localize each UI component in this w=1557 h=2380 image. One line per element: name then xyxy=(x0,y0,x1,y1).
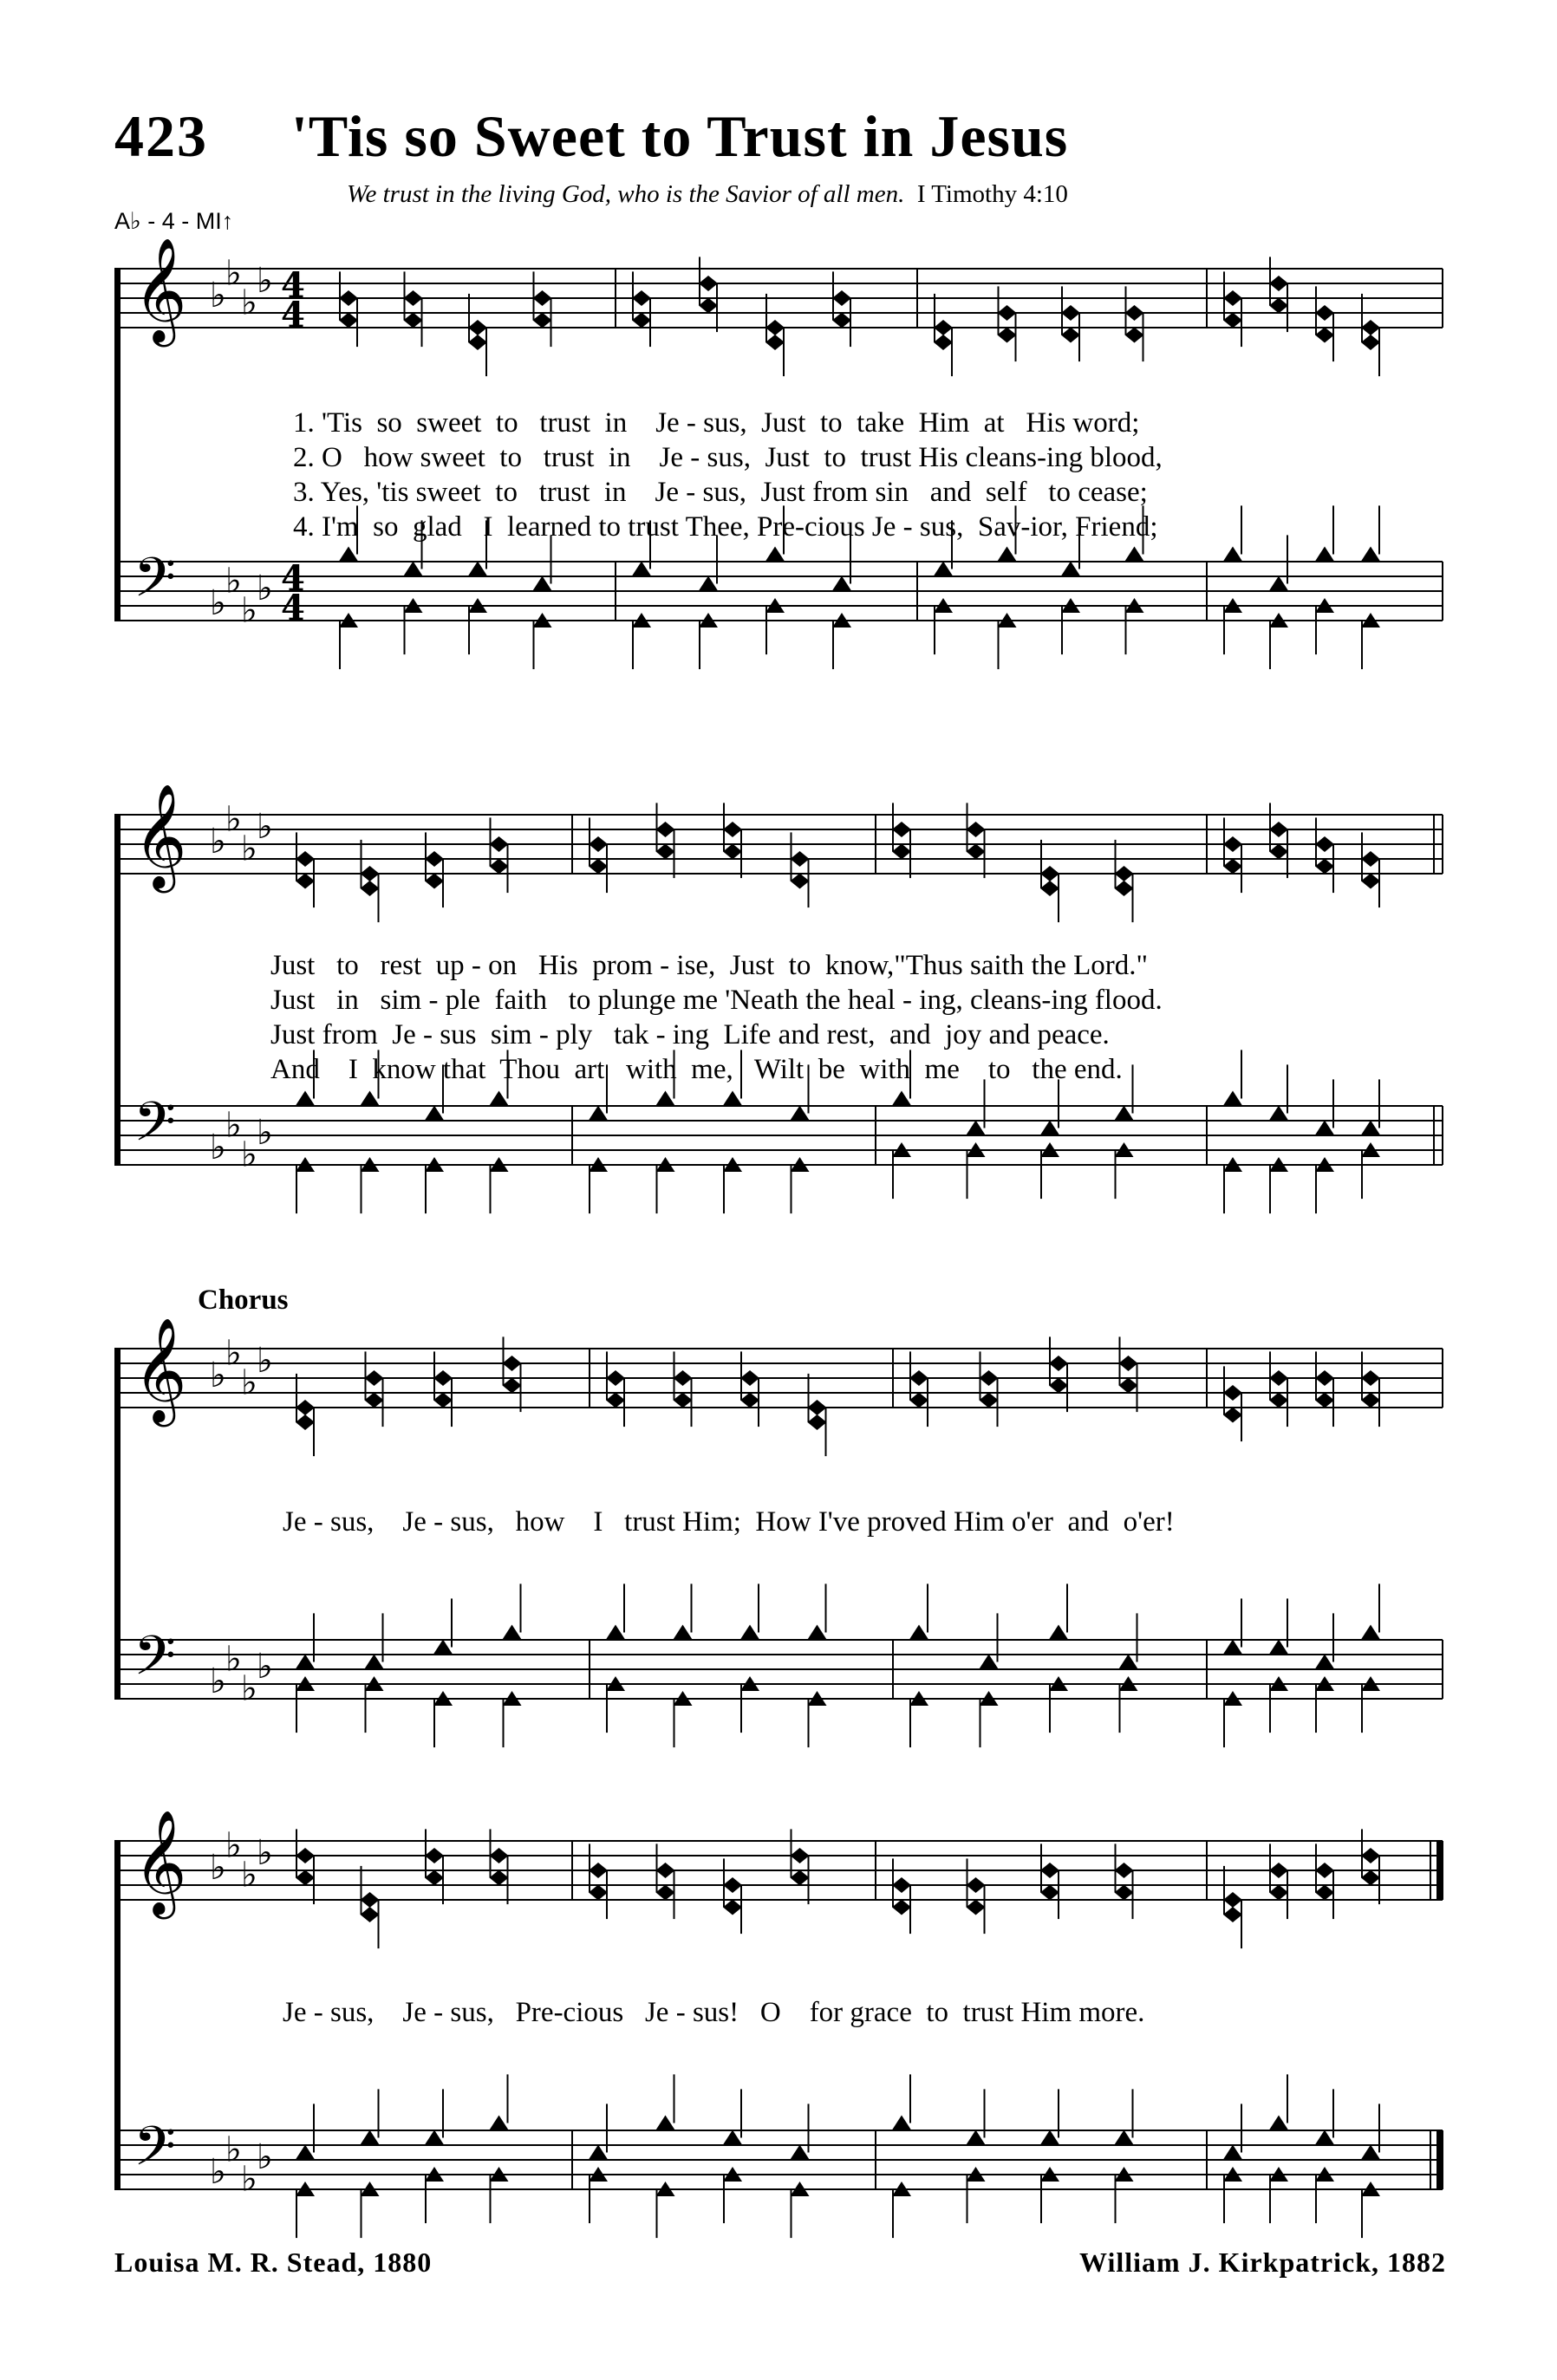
note-head xyxy=(404,313,423,328)
note-head xyxy=(1061,562,1080,576)
bass-clef-icon: 𝄢 xyxy=(134,1623,176,1700)
note-head xyxy=(1315,328,1334,343)
note-head xyxy=(1361,2145,1380,2160)
note-head xyxy=(589,859,608,875)
flat-icon: ♭ xyxy=(257,261,273,301)
chorus-label: Chorus xyxy=(198,1284,289,1316)
note-head xyxy=(934,335,953,350)
note-head xyxy=(490,836,509,852)
note-head xyxy=(1269,1640,1288,1655)
note-head xyxy=(674,1370,693,1386)
flat-icon: ♭ xyxy=(257,569,273,608)
flat-icon: ♭ xyxy=(210,1661,226,1701)
note-head xyxy=(589,1863,608,1878)
note-head xyxy=(656,1885,675,1901)
note-head xyxy=(1040,866,1059,881)
note-head xyxy=(1223,859,1242,875)
note-head xyxy=(425,1848,444,1863)
note-head xyxy=(1223,1640,1242,1655)
note-head xyxy=(1119,1655,1138,1669)
note-head xyxy=(339,290,358,306)
note-head xyxy=(589,2145,608,2160)
system-bracket xyxy=(114,1841,121,2189)
note-head xyxy=(1269,822,1288,837)
note-head xyxy=(490,2116,509,2130)
note-head xyxy=(892,1900,911,1915)
note-head xyxy=(1115,866,1134,881)
final-barline xyxy=(1436,2130,1443,2189)
note-head xyxy=(632,313,651,328)
note-head xyxy=(1119,1378,1138,1394)
flat-icon: ♭ xyxy=(257,1113,273,1153)
note-head xyxy=(433,1370,453,1386)
note-head xyxy=(490,1848,509,1863)
note-head xyxy=(765,335,785,350)
note-head xyxy=(1315,836,1334,852)
verse-3-line-b: Just from Je - sus sim - ply tak - ing Life and rest, and joy and peace. xyxy=(270,1019,1110,1050)
note-head xyxy=(1315,1121,1334,1135)
note-head xyxy=(404,562,423,576)
flat-icon: ♭ xyxy=(210,276,226,315)
note-head xyxy=(909,1370,928,1386)
note-head xyxy=(1119,1356,1138,1371)
time-signature-digit: 4 xyxy=(281,558,305,599)
note-head xyxy=(832,313,851,328)
verse-4-line-b: And I know that Thou art with me, Wilt be with me to the end. xyxy=(270,1054,1123,1085)
treble-clef-icon: 𝄞 xyxy=(134,1809,187,1915)
flat-icon: ♭ xyxy=(210,1128,226,1167)
note-head xyxy=(296,1414,315,1430)
note-head xyxy=(909,1393,928,1408)
note-head xyxy=(1040,2130,1059,2145)
note-head xyxy=(1223,290,1242,306)
note-head xyxy=(1269,276,1288,291)
flat-icon: ♭ xyxy=(257,1341,273,1381)
note-head xyxy=(674,1393,693,1408)
treble-clef-icon: 𝄞 xyxy=(134,783,187,888)
flat-icon: ♭ xyxy=(225,1639,242,1680)
note-head xyxy=(606,1393,625,1408)
note-head xyxy=(832,576,851,591)
note-head xyxy=(589,836,608,852)
note-head xyxy=(1223,1408,1242,1423)
note-head xyxy=(339,313,358,328)
note-head xyxy=(1049,1356,1068,1371)
key-info: A♭ - 4 - MI↑ xyxy=(114,208,234,234)
note-head xyxy=(365,1370,384,1386)
note-head xyxy=(791,851,810,867)
flat-icon: ♭ xyxy=(210,583,226,623)
note-head xyxy=(980,1393,999,1408)
flat-icon: ♭ xyxy=(241,283,257,323)
note-head xyxy=(699,298,718,314)
note-head xyxy=(998,305,1017,321)
note-head xyxy=(468,562,487,576)
note-head xyxy=(1061,305,1080,321)
note-head xyxy=(1269,298,1288,314)
note-head xyxy=(490,859,509,875)
note-head xyxy=(1223,1385,1242,1401)
note-head xyxy=(699,576,718,591)
note-head xyxy=(723,2130,742,2145)
verse-3-line-a: 3. Yes, 'tis sweet to trust in Je - sus, Just from sin and self to cease; xyxy=(293,477,1148,508)
note-head xyxy=(1125,547,1144,562)
note-head xyxy=(503,1378,522,1394)
note-head xyxy=(1361,1848,1380,1863)
note-head xyxy=(1315,1655,1334,1669)
note-head xyxy=(656,822,675,837)
flat-icon: ♭ xyxy=(241,1362,257,1403)
bass-clef-icon: 𝄢 xyxy=(134,1089,176,1167)
note-head xyxy=(1361,1870,1380,1886)
note-head xyxy=(909,1625,928,1640)
treble-clef-icon: 𝄞 xyxy=(134,237,187,342)
note-head xyxy=(1223,836,1242,852)
note-head xyxy=(1223,1892,1242,1908)
note-head xyxy=(1315,2130,1334,2145)
note-head xyxy=(1061,328,1080,343)
flat-icon: ♭ xyxy=(241,1135,257,1175)
verse-1-line-a: 1. 'Tis so sweet to trust in Je - sus, Just to take Him at His word; xyxy=(293,407,1140,439)
note-head xyxy=(808,1400,827,1415)
note-head xyxy=(433,1393,453,1408)
note-head xyxy=(425,1106,444,1121)
flat-icon: ♭ xyxy=(225,799,242,840)
note-head xyxy=(404,290,423,306)
note-head xyxy=(1223,2145,1242,2160)
note-head xyxy=(723,1877,742,1893)
note-head xyxy=(1315,547,1334,562)
system-bracket xyxy=(114,1349,121,1699)
note-head xyxy=(740,1625,759,1640)
note-head xyxy=(296,874,315,889)
flat-icon: ♭ xyxy=(241,829,257,869)
note-head xyxy=(425,2130,444,2145)
verse-1-line-b: Just to rest up - on His prom - ise, Just to know,"Thus saith the Lord." xyxy=(270,950,1148,981)
note-head xyxy=(296,1848,315,1863)
flat-icon: ♭ xyxy=(257,2137,273,2177)
bass-clef-icon: 𝄢 xyxy=(134,2114,176,2191)
note-head xyxy=(1040,1885,1059,1901)
note-head xyxy=(967,2130,986,2145)
note-head xyxy=(606,1370,625,1386)
note-head xyxy=(1269,1370,1288,1386)
note-head xyxy=(967,1900,986,1915)
flat-icon: ♭ xyxy=(225,253,242,294)
note-head xyxy=(723,844,742,860)
flat-icon: ♭ xyxy=(210,2152,226,2192)
note-head xyxy=(296,2145,315,2160)
note-head xyxy=(1115,1885,1134,1901)
flat-icon: ♭ xyxy=(257,1647,273,1687)
note-head xyxy=(791,1106,810,1121)
verse-4-line-a: 4. I'm so glad I learned to trust Thee, Pre-cious Je - sus, Sav-ior, Friend; xyxy=(293,511,1158,543)
note-head xyxy=(365,1393,384,1408)
note-head xyxy=(296,1400,315,1415)
note-head xyxy=(1361,851,1380,867)
note-head xyxy=(892,844,911,860)
note-head xyxy=(892,2116,911,2130)
note-head xyxy=(606,1625,625,1640)
note-head xyxy=(1269,1393,1288,1408)
note-head xyxy=(967,1877,986,1893)
note-head xyxy=(1315,1863,1334,1878)
note-head xyxy=(365,1655,384,1669)
time-signature-digit: 4 xyxy=(281,295,305,335)
note-head xyxy=(1315,305,1334,321)
note-head xyxy=(740,1393,759,1408)
note-head xyxy=(674,1625,693,1640)
flat-icon: ♭ xyxy=(210,1356,226,1395)
note-head xyxy=(934,562,953,576)
note-head xyxy=(425,874,444,889)
note-head xyxy=(980,1370,999,1386)
note-head xyxy=(1049,1625,1068,1640)
note-head xyxy=(490,1870,509,1886)
note-head xyxy=(503,1625,522,1640)
note-head xyxy=(339,547,358,562)
flat-icon: ♭ xyxy=(257,1833,273,1873)
note-head xyxy=(433,1640,453,1655)
system-bracket xyxy=(114,269,121,621)
note-head xyxy=(998,547,1017,562)
note-head xyxy=(832,290,851,306)
note-head xyxy=(1125,305,1144,321)
note-head xyxy=(967,844,986,860)
bass-clef-icon: 𝄢 xyxy=(134,545,176,622)
verse-2-line-b: Just in sim - ple faith to plunge me 'Neath the heal - ing, cleans-ing flood. xyxy=(270,985,1163,1016)
note-head xyxy=(1269,576,1288,591)
note-head xyxy=(723,1091,742,1106)
note-head xyxy=(1040,1121,1059,1135)
note-head xyxy=(632,290,651,306)
note-head xyxy=(1115,2130,1134,2145)
flat-icon: ♭ xyxy=(241,1668,257,1709)
flat-icon: ♭ xyxy=(225,1105,242,1146)
scripture-reference: I Timothy 4:10 xyxy=(916,180,1068,208)
note-head xyxy=(791,1870,810,1886)
note-head xyxy=(1040,1863,1059,1878)
flat-icon: ♭ xyxy=(241,1855,257,1896)
note-head xyxy=(1115,1106,1134,1121)
note-head xyxy=(1361,1625,1380,1640)
note-head xyxy=(656,1091,675,1106)
note-head xyxy=(533,313,552,328)
flat-icon: ♭ xyxy=(210,1848,226,1888)
note-head xyxy=(980,1655,999,1669)
note-head xyxy=(1115,1863,1134,1878)
time-signature-digit: 4 xyxy=(281,588,305,628)
flat-icon: ♭ xyxy=(210,822,226,862)
chorus-line-1: Je - sus, Je - sus, how I trust Him; How I've proved Him o'er and o'er! xyxy=(283,1506,1175,1538)
note-head xyxy=(296,1870,315,1886)
note-head xyxy=(1269,2116,1288,2130)
flat-icon: ♭ xyxy=(241,2159,257,2200)
note-head xyxy=(296,851,315,867)
note-head xyxy=(765,320,785,335)
note-head xyxy=(1269,1106,1288,1121)
note-head xyxy=(740,1370,759,1386)
note-head xyxy=(1315,1370,1334,1386)
note-head xyxy=(1361,1121,1380,1135)
note-head xyxy=(656,844,675,860)
note-head xyxy=(791,2145,810,2160)
note-head xyxy=(1049,1378,1068,1394)
scripture-quote: We trust in the living God, who is the Savior of all men. xyxy=(347,180,905,208)
note-head xyxy=(967,1121,986,1135)
system-bracket xyxy=(114,815,121,1165)
note-head xyxy=(1269,1885,1288,1901)
note-head xyxy=(1361,1370,1380,1386)
note-head xyxy=(723,822,742,837)
note-head xyxy=(892,1877,911,1893)
flat-icon: ♭ xyxy=(225,1825,242,1866)
note-head xyxy=(808,1414,827,1430)
note-head xyxy=(892,1091,911,1106)
note-head xyxy=(1269,844,1288,860)
note-head xyxy=(1223,1907,1242,1922)
note-head xyxy=(533,290,552,306)
note-head xyxy=(1361,547,1380,562)
note-head xyxy=(791,874,810,889)
note-head xyxy=(723,1900,742,1915)
note-head xyxy=(361,866,380,881)
note-head xyxy=(699,276,718,291)
note-head xyxy=(967,822,986,837)
note-head xyxy=(1223,313,1242,328)
note-head xyxy=(1361,874,1380,889)
chorus-line-2: Je - sus, Je - sus, Pre-cious Je - sus! O for grace to trust Him more. xyxy=(283,1997,1145,2028)
note-head xyxy=(892,822,911,837)
note-head xyxy=(361,1907,380,1922)
note-head xyxy=(361,2130,380,2145)
note-head xyxy=(632,562,651,576)
note-head xyxy=(296,1091,315,1106)
note-head xyxy=(468,335,487,350)
note-head xyxy=(361,1091,380,1106)
note-head xyxy=(503,1356,522,1371)
note-head xyxy=(1315,1885,1334,1901)
hymn-title: 'Tis so Sweet to Trust in Jesus xyxy=(291,103,1069,169)
flat-icon: ♭ xyxy=(257,807,273,847)
note-head xyxy=(998,328,1017,343)
note-head xyxy=(1223,547,1242,562)
note-head xyxy=(589,1106,608,1121)
note-head xyxy=(1315,1393,1334,1408)
note-head xyxy=(934,320,953,335)
note-head xyxy=(533,576,552,591)
note-head xyxy=(361,1892,380,1908)
note-head xyxy=(656,1863,675,1878)
note-head xyxy=(808,1625,827,1640)
note-head xyxy=(1361,320,1380,335)
note-head xyxy=(296,1655,315,1669)
note-head xyxy=(791,1848,810,1863)
note-head xyxy=(765,547,785,562)
time-signature-digit: 4 xyxy=(281,265,305,306)
note-head xyxy=(1361,1393,1380,1408)
note-head xyxy=(361,881,380,896)
flat-icon: ♭ xyxy=(225,1333,242,1374)
note-head xyxy=(1223,1091,1242,1106)
note-head xyxy=(425,851,444,867)
words-credit: Louisa M. R. Stead, 1880 xyxy=(114,2247,433,2278)
note-head xyxy=(1040,881,1059,896)
note-head xyxy=(468,320,487,335)
final-barline xyxy=(1436,1841,1443,1900)
music-credit: William J. Kirkpatrick, 1882 xyxy=(1079,2247,1446,2278)
note-head xyxy=(490,1091,509,1106)
verse-2-line-a: 2. O how sweet to trust in Je - sus, Just to trust His cleans-ing blood, xyxy=(293,442,1163,473)
note-head xyxy=(1125,328,1144,343)
note-head xyxy=(1115,881,1134,896)
flat-icon: ♭ xyxy=(241,590,257,631)
flat-icon: ♭ xyxy=(225,2130,242,2170)
note-head xyxy=(425,1870,444,1886)
note-head xyxy=(1269,1863,1288,1878)
treble-clef-icon: 𝄞 xyxy=(134,1317,187,1422)
flat-icon: ♭ xyxy=(225,561,242,602)
hymn-number: 423 xyxy=(114,103,208,169)
note-head xyxy=(656,2116,675,2130)
note-head xyxy=(589,1885,608,1901)
note-head xyxy=(1315,859,1334,875)
note-head xyxy=(1361,335,1380,350)
